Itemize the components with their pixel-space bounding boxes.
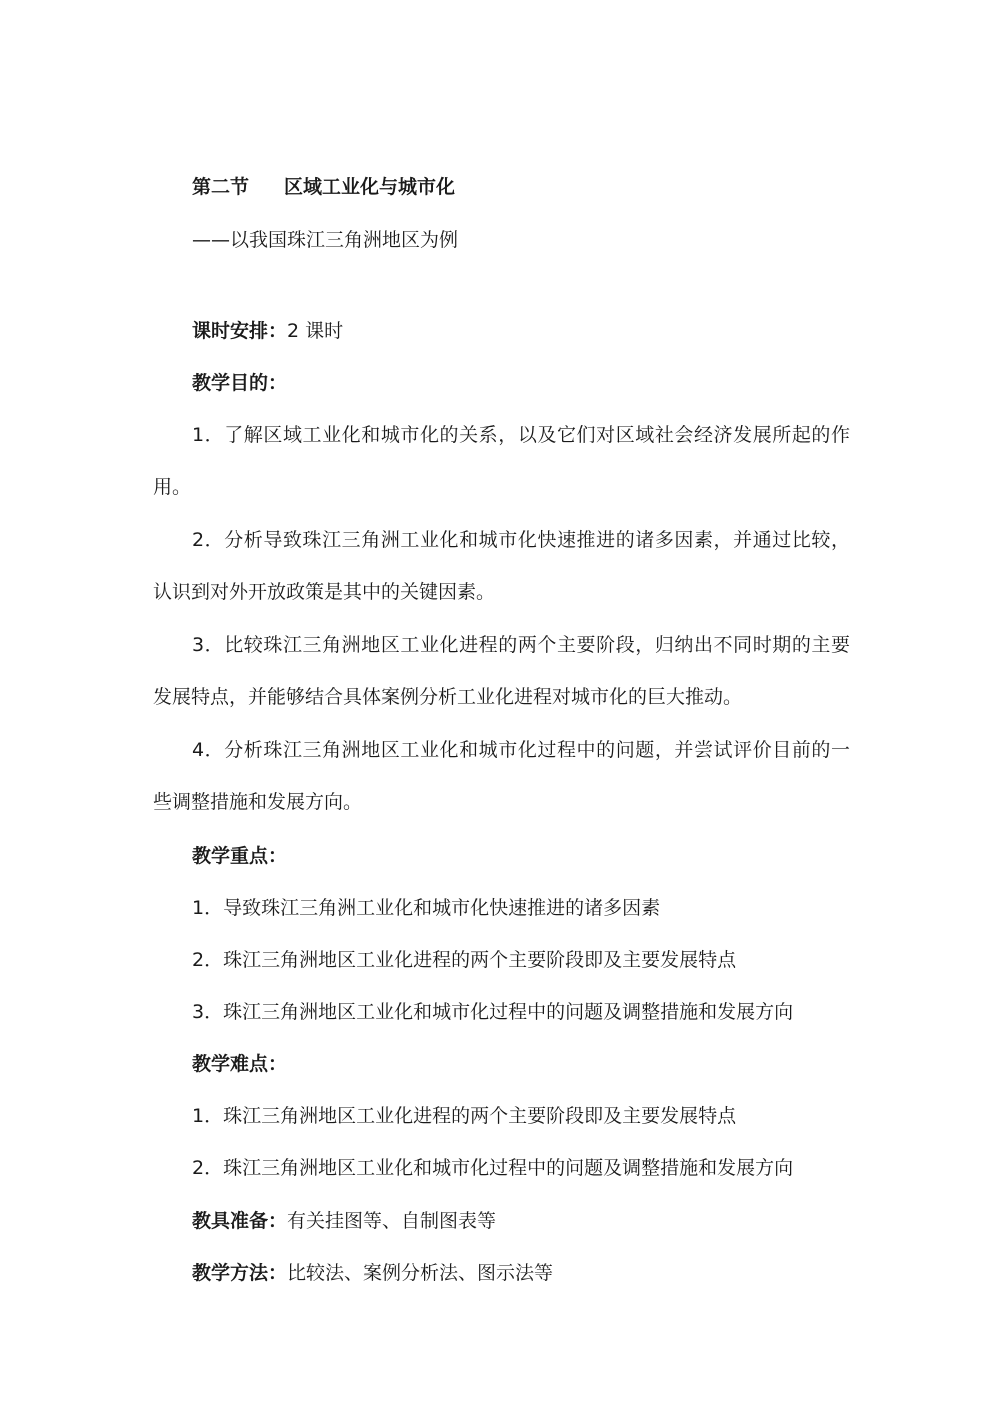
class-hours-label: 课时安排： [192,320,288,342]
section-title-text: 区域工业化与城市化 [284,176,456,198]
teaching-methods [192,1260,892,1286]
difficult-point-item: 2．珠江三角洲地区工业化和城市化过程中的问题及调整措施和发展方向 [192,1157,794,1179]
key-point-item: 2．珠江三角洲地区工业化进程的两个主要阶段即及主要发展特点 [192,949,737,971]
teaching-methods-value: 比较法、案例分析法、图示法等 [287,1262,554,1284]
objective-item: 3．比较珠江三角洲地区工业化进程的两个主要阶段，归纳出不同时期的主要发展特点，并能够结合具体案例分析工业化进程对城市化的巨大推动。 [153,634,850,708]
objective-item: 1．了解区域工业化和城市化的关系，以及它们对区域社会经济发展所起的作用。 [153,424,850,498]
section-subtitle: ——以我国珠江三角洲地区为例 [192,229,459,251]
difficult-point-item: 1．珠江三角洲地区工业化进程的两个主要阶段即及主要发展特点 [192,1105,737,1127]
key-point-item: 1．导致珠江三角洲工业化和城市化快速推进的诸多因素 [192,897,661,919]
class-hours [192,318,892,344]
teaching-aids [192,1208,892,1234]
teaching-aids-value: 有关挂图等、自制图表等 [287,1210,497,1232]
teaching-methods-label: 教学方法： [192,1262,288,1284]
key-points-heading: 教学重点： [192,845,288,867]
section-title [192,174,892,200]
key-point-item: 3．珠江三角洲地区工业化和城市化过程中的问题及调整措施和发展方向 [192,1001,794,1023]
objectives-heading: 教学目的： [192,372,288,394]
section-number: 第二节 [192,176,250,198]
difficult-points-heading: 教学难点： [192,1053,288,1075]
class-hours-value: 2 课时 [287,320,344,342]
objective-item: 4．分析珠江三角洲地区工业化和城市化过程中的问题，并尝试评价目前的一些调整措施和发展方向。 [153,739,850,813]
teaching-aids-label: 教具准备： [192,1210,288,1232]
objective-item: 2．分析导致珠江三角洲工业化和城市化快速推进的诸多因素，并通过比较，认识到对外开放政策是其中的关键因素。 [153,529,850,603]
